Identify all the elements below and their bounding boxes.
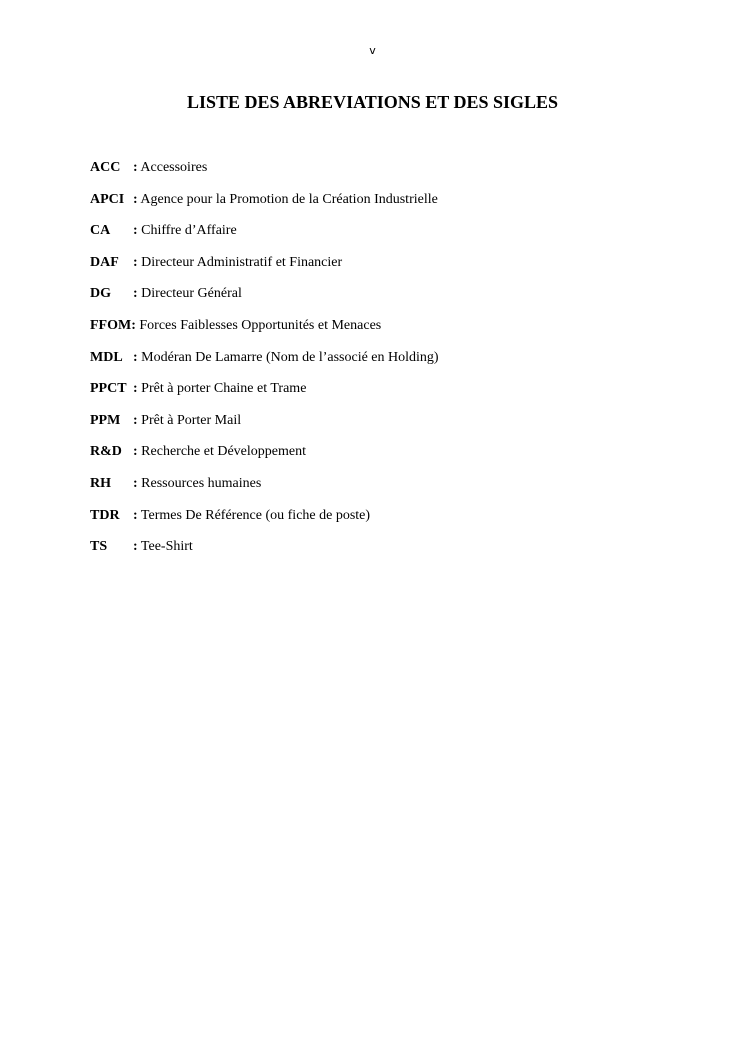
abbreviation-row	[90, 506, 650, 538]
separator-colon: :	[133, 444, 138, 460]
abbreviation-row	[90, 348, 650, 380]
abbreviation-code: R&D	[90, 444, 122, 460]
abbreviation-row	[90, 284, 650, 316]
abbreviation-definition: Directeur Général	[141, 286, 242, 302]
abbreviation-row	[90, 442, 650, 474]
abbreviation-code: TDR	[90, 507, 120, 523]
separator-colon: :	[133, 349, 138, 365]
abbreviation-code: MDL	[90, 349, 123, 365]
abbreviation-code: DG	[90, 286, 111, 302]
abbreviation-code: CA	[90, 223, 111, 239]
abbreviation-definition: Recherche et Développement	[141, 444, 306, 460]
separator-colon: :	[133, 160, 138, 175]
page-number: v	[369, 44, 376, 57]
abbreviation-definition: Termes De Référence (ou fiche de poste)	[140, 507, 371, 523]
abbreviation-code: PPCT	[90, 381, 127, 397]
abbreviation-row	[90, 316, 650, 348]
separator-colon: :	[133, 539, 138, 555]
abbreviation-code: APCI	[90, 191, 125, 207]
abbreviation-list	[90, 158, 650, 569]
separator-colon: :	[133, 223, 138, 239]
abbreviation-code: DAF	[90, 254, 119, 270]
abbreviation-code: RH	[90, 475, 111, 491]
abbreviation-definition: Modéran De Lamarre (Nom de l’associé en Holding)	[141, 349, 439, 365]
separator-colon: :	[133, 507, 138, 523]
abbreviation-definition: Ressources humaines	[141, 475, 262, 491]
abbreviation-definition: Prêt à Porter Mail	[141, 412, 242, 428]
abbreviation-row	[90, 221, 650, 253]
abbreviation-row	[90, 253, 650, 285]
separator-colon: :	[131, 317, 136, 333]
abbreviation-row	[90, 411, 650, 443]
abbreviation-row	[90, 379, 650, 411]
abbreviation-code: FFOM	[90, 317, 132, 333]
separator-colon: :	[133, 286, 138, 302]
page-title: LISTE DES ABREVIATIONS ET DES SIGLES	[187, 92, 558, 112]
separator-colon: :	[133, 475, 138, 491]
abbreviation-row	[90, 158, 650, 190]
abbreviation-code: ACC	[90, 160, 121, 175]
abbreviation-definition: Forces Faiblesses Opportunités et Menaces	[139, 317, 382, 333]
abbreviation-definition: Tee-Shirt	[140, 539, 193, 555]
abbreviation-row	[90, 190, 650, 222]
abbreviation-row	[90, 474, 650, 506]
abbreviation-definition: Directeur Administratif et Financier	[141, 254, 343, 270]
abbreviation-row	[90, 537, 650, 569]
separator-colon: :	[133, 254, 138, 270]
abbreviation-definition: Accessoires	[140, 160, 208, 175]
separator-colon: :	[133, 191, 138, 207]
separator-colon: :	[133, 381, 138, 397]
abbreviation-code: PPM	[90, 412, 121, 428]
abbreviation-code: TS	[90, 539, 108, 555]
abbreviation-definition: Chiffre d’Affaire	[141, 223, 237, 239]
abbreviation-definition: Prêt à porter Chaine et Trame	[141, 381, 307, 397]
separator-colon: :	[133, 412, 138, 428]
abbreviation-definition: Agence pour la Promotion de la Création Industrielle	[140, 191, 438, 207]
